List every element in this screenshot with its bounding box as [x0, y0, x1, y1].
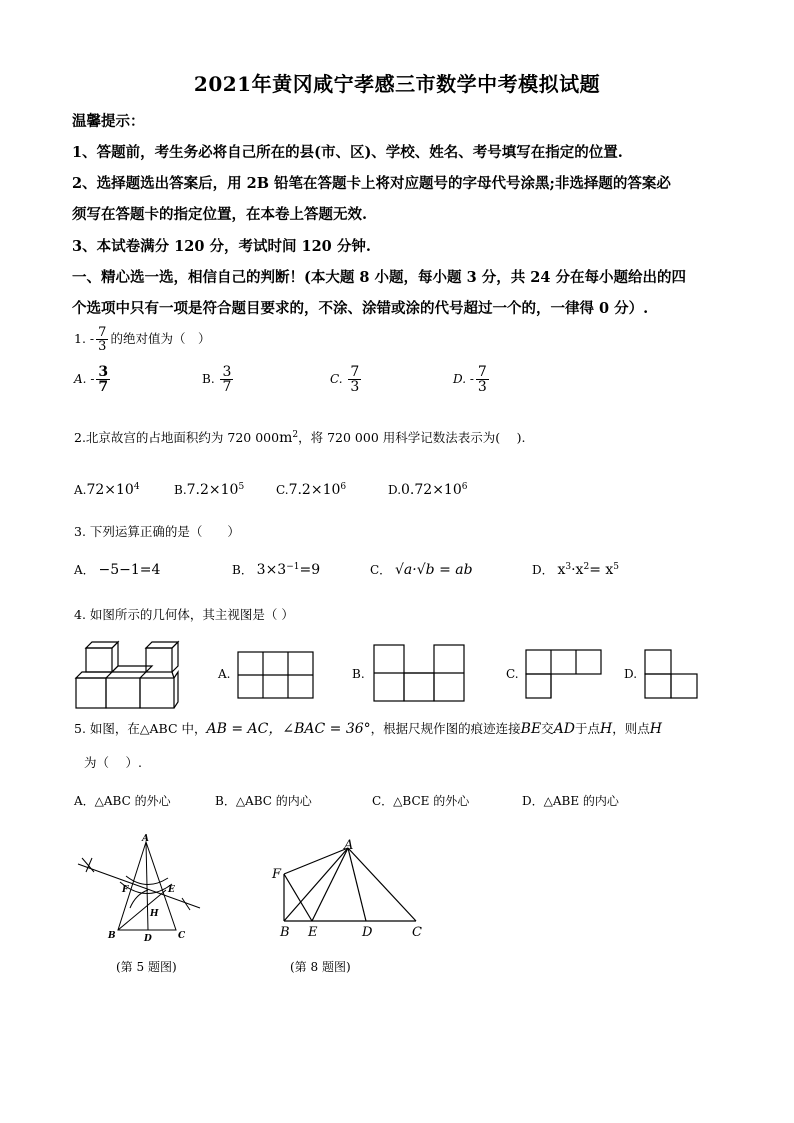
figure-8-caption: (第 8 题图)	[290, 960, 351, 974]
q1-option-d[interactable]: D. - $\frac{7}{3}$	[453, 364, 487, 395]
question-4: 4. 如图所示的几何体，其主视图是（ ）	[74, 607, 294, 622]
q2-option-b[interactable]: $B.7.2\times 10^5$	[174, 482, 245, 498]
question-3: 3. 下列运算正确的是（ ）	[74, 524, 240, 539]
q5-option-b[interactable]: B．△ABC 的内心	[215, 794, 312, 808]
fig8-label-e: E	[308, 925, 318, 940]
q2-option-d[interactable]: $D.0.72\times 10^6$	[388, 482, 468, 498]
figure-8	[270, 838, 430, 942]
tips-heading: 温馨提示：	[72, 113, 145, 130]
q1-stem: 的绝对值为（ ）	[110, 331, 211, 346]
fig5-label-f: F	[122, 885, 129, 895]
q5-option-c[interactable]: C．△BCE 的外心	[372, 794, 470, 808]
tip-2-line1: 2、选择题选出答案后，用 2B 铅笔在答题卡上将对应题号的字母代号涂黑;非选择题的答案必	[72, 175, 671, 192]
section1-line2: 个选项中只有一项是符合题目要求的，不涂、涂错或涂的代号超过一个的，一律得 0 分）.	[72, 300, 649, 317]
q1-minus: -	[89, 331, 95, 346]
tip-1: 1、答题前，考生务必将自己所在的县(市、区)、学校、姓名、考号填写在指定的位置.	[72, 144, 623, 161]
fig8-label-f: F	[272, 867, 282, 882]
q1-option-a[interactable]: A. - $\frac{3}{7}$	[74, 364, 109, 395]
q5-option-d[interactable]: D．△ABE 的内心	[522, 794, 619, 808]
figure-5-caption: (第 5 题图)	[116, 960, 177, 974]
question-2: 2.北京故宫的占地面积约为 720 $000m^2$，将 720 000 用科学记数法表示为( ).	[74, 430, 526, 446]
q5-line2: 为（ ）.	[84, 755, 142, 770]
q4-option-a-label[interactable]: A.	[218, 667, 231, 681]
q4-solid-figure	[72, 636, 192, 714]
fig5-label-h: H	[150, 909, 159, 919]
page-title: 2021年黄冈咸宁孝感三市数学中考模拟试题	[193, 72, 601, 96]
q4-option-c-label[interactable]: C.	[506, 667, 519, 681]
question-5: 5. 如图，在△ABC 中，AB = AC，∠BAC = 36°，根据尺规作图的痕迹连接BE交AD于点H，则点H	[74, 721, 662, 737]
fig5-label-c: C	[178, 931, 186, 941]
q3-option-d[interactable]: D． $x^3\cdot x^2= x^5$	[532, 562, 619, 578]
q4-option-b-label[interactable]: B.	[352, 667, 365, 681]
figure-5	[72, 832, 212, 947]
fig5-label-d: D	[144, 934, 152, 944]
q1-number: 1.	[74, 331, 86, 346]
q2-option-c[interactable]: $C.7.2\times 10^6$	[276, 482, 347, 498]
q4-option-b-view[interactable]	[372, 643, 468, 703]
q4-option-c-view[interactable]	[524, 648, 604, 700]
fig5-label-a: A	[142, 834, 149, 844]
q1-fraction: $\frac{7}{3}$	[98, 325, 107, 354]
q4-option-d-label[interactable]: D.	[624, 667, 638, 681]
fig8-label-a: A	[344, 838, 354, 853]
fig5-label-e: E	[168, 885, 175, 895]
q2-option-a[interactable]: $A.72\times 10^4$	[74, 482, 140, 498]
q3-option-a[interactable]: A． −5−1=4	[74, 562, 161, 578]
question-1	[74, 326, 210, 353]
q4-option-d-view[interactable]	[643, 648, 699, 700]
q5-option-a[interactable]: A．△ABC 的外心	[74, 794, 171, 808]
q4-option-a-view[interactable]	[236, 650, 316, 700]
section1-line1: 一、精心选一选，相信自己的判断！(本大题 8 小题，每小题 3 分，共 24 分在每小题给出的四	[72, 269, 687, 286]
q1-option-b[interactable]: B. $\frac{3}{7}$	[202, 364, 232, 395]
fig8-label-b: B	[280, 925, 290, 940]
tip-2-line2: 须写在答题卡的指定位置，在本卷上答题无效.	[72, 206, 368, 223]
fig8-label-d: D	[362, 925, 373, 940]
q3-option-b[interactable]: B． $3\times 3^{-1}=9$	[232, 562, 321, 578]
q1-option-c[interactable]: C. $\frac{7}{3}$	[330, 364, 360, 395]
fig5-label-b: B	[108, 931, 116, 941]
fig8-label-c: C	[412, 925, 422, 940]
q3-option-c[interactable]: C． √a·√b = ab	[370, 562, 473, 578]
tip-3: 3、本试卷满分 120 分，考试时间 120 分钟.	[72, 238, 371, 255]
